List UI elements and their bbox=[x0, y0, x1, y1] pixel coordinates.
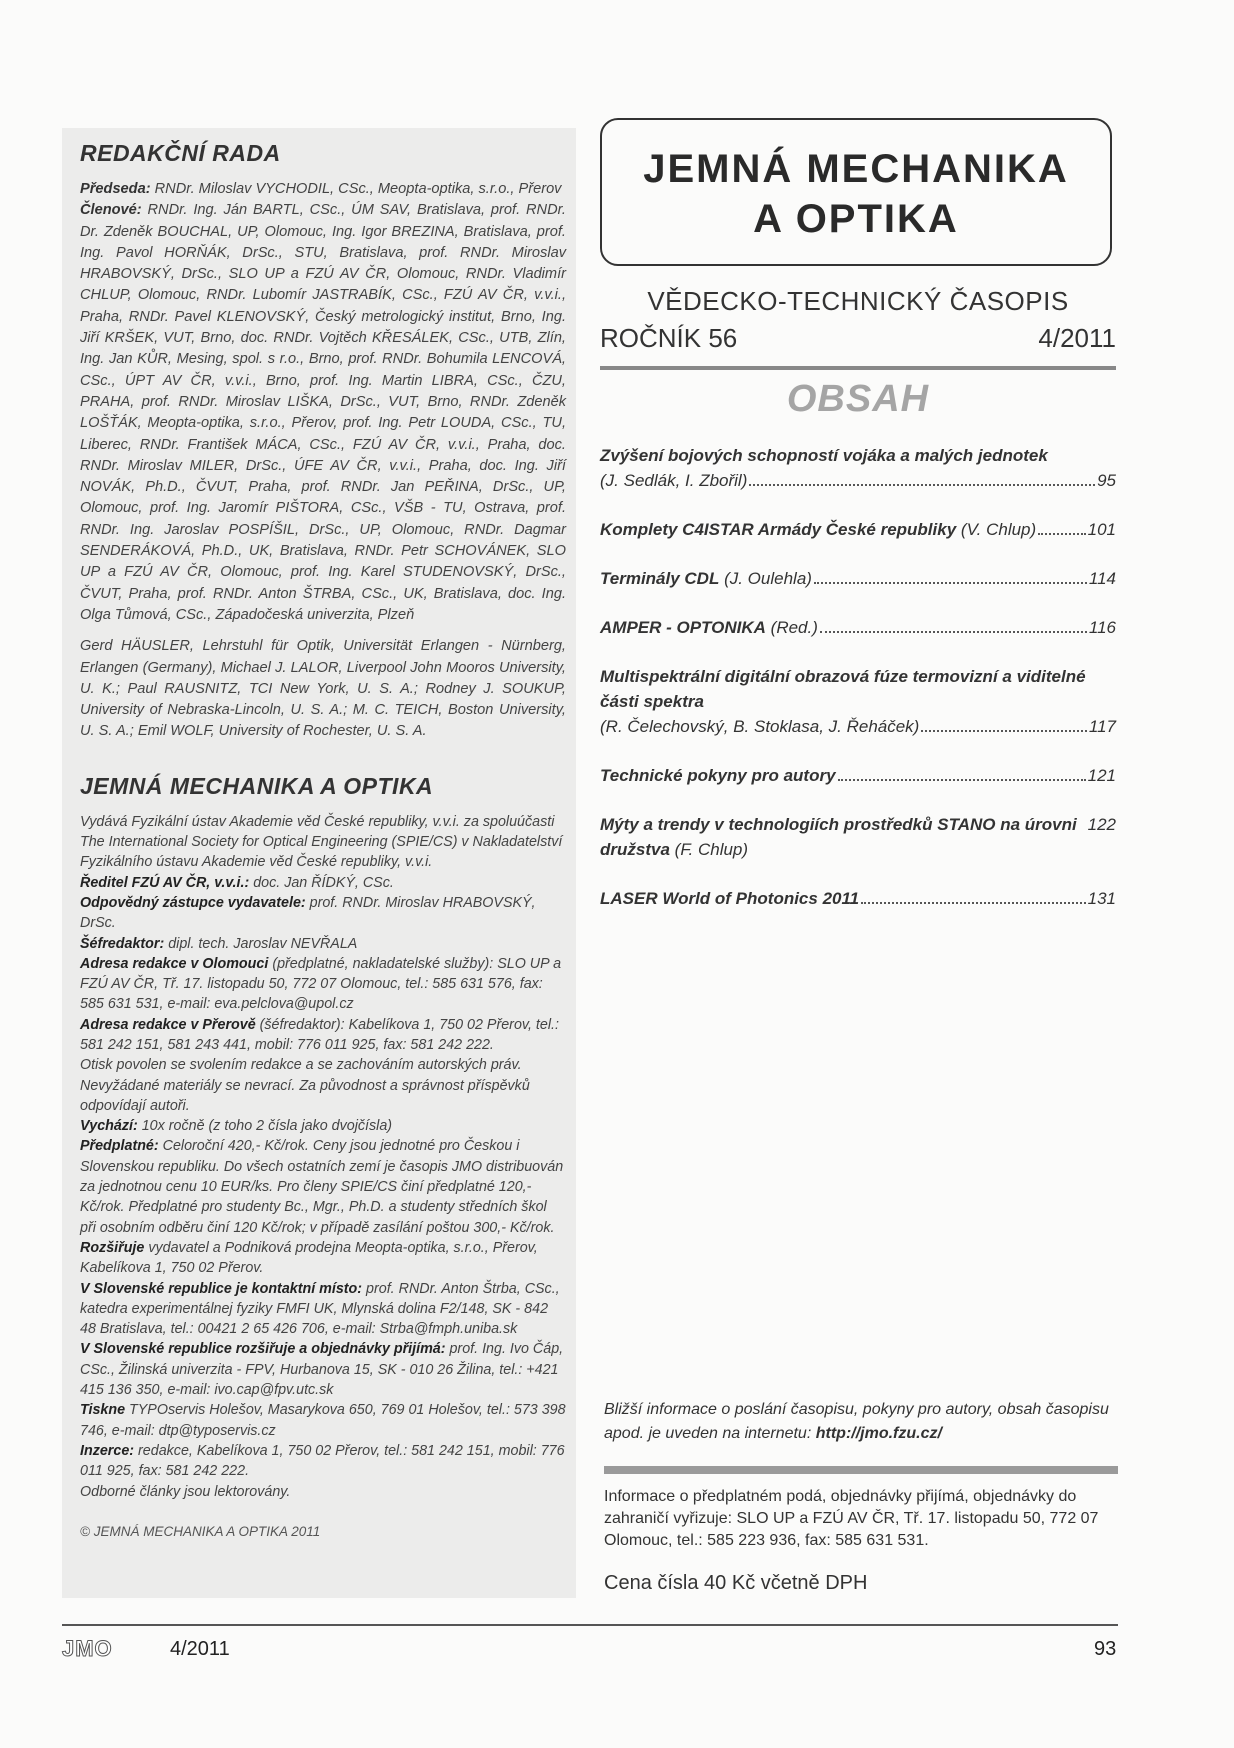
grey-divider bbox=[604, 1466, 1118, 1474]
leader-dots bbox=[749, 484, 1095, 486]
toc-authors: (R. Čelechovský, B. Stoklasa, J. Řeháček) bbox=[600, 717, 920, 736]
subscription-info: Informace o předplatném podá, objednávky přijímá, objednávky do zahraničí vyřizuje: SLO UP a FZÚ AV ČR, Tř. 17. listopadu 50, 772 07 Olomouc, tel.: 585 223 936, fax: 585 631 531. bbox=[604, 1488, 1099, 1549]
page-number: 93 bbox=[1094, 1638, 1117, 1660]
publisher: Vydává Fyzikální ústav Akademie věd České republiky, v.v.i. za spoluúčasti The International Society for Optical Engineering (SPIE/CS) v Nakladatelství Fyzikálního ústavu Akademie věd České republiky, v.v.i. bbox=[80, 813, 563, 871]
right-column bbox=[600, 118, 1116, 935]
frequency: 10x ročně (z toho 2 čísla jako dvojčísla) bbox=[141, 1118, 393, 1135]
leader-dots bbox=[820, 631, 1087, 633]
issue: 4/2011 bbox=[1038, 323, 1116, 353]
toc-title: Terminály CDL bbox=[600, 569, 720, 588]
leader-dots bbox=[814, 582, 1087, 584]
volume-row bbox=[600, 323, 1116, 354]
toc-page: 114 bbox=[1088, 569, 1116, 588]
toc-authors: (F. Chlup) bbox=[674, 840, 749, 859]
toc-title: Multispektrální digitální obrazová fúze termovizní a viditelné části spektra bbox=[600, 667, 1086, 711]
international-members: Gerd HÄUSLER, Lehrstuhl für Optik, Universität Erlangen - Nürnberg, Erlangen (Germany), Michael J. LALOR, Liverpool John Mooros University, U. K.; Paul RAUSNITZ, TCI New York, U. S. A.; Rodney J. SOUKUP, University of Nebraska-Lincoln, U. S. A.; M. C. TEICH, Boston University, U. S. A.; Emil WOLF, University of Rochester, U. S. A. bbox=[80, 638, 566, 740]
ads-label: Inzerce: bbox=[80, 1442, 135, 1459]
reviewed-note: Odborné články jsou lektorovány. bbox=[80, 1483, 291, 1500]
print-label: Tiskne bbox=[80, 1402, 126, 1419]
imprint-text bbox=[80, 812, 566, 1502]
leader-dots bbox=[921, 730, 1087, 732]
board-text bbox=[80, 179, 566, 743]
editor: dipl. tech. Jaroslav NEVŘALA bbox=[168, 935, 358, 952]
olomouc-address: (předplatné, nakladatelské služby): SLO UP a FZÚ AV ČR, Tř. 17. listopadu 50, 772 07 Olomouc, tel.: 585 631 576, fax: 585 631 531, e-mail: eva.pelclova@upol.cz bbox=[80, 955, 562, 1013]
ads: redakce, Kabelíkova 1, 750 02 Přerov, tel.: 581 242 151, mobil: 776 011 925, fax: 581 242 222. bbox=[80, 1442, 565, 1480]
chair-label: Předseda: bbox=[80, 181, 151, 197]
toc-title: AMPER - OPTONIKA bbox=[600, 618, 766, 637]
members: RNDr. Ing. Ján BARTL, CSc., ÚM SAV, Bratislava, prof. RNDr. Dr. Zdeněk BOUCHAL, UP, Olomouc, Ing. Igor BREZINA, Bratislava, prof. Ing. Pavol HORŇÁK, DrSc., STU, Bratislava, prof. RNDr. Miroslav HRABOVSKÝ, DrSc., SLO UP a FZÚ AV ČR, Olomouc, RNDr. Vladimír CHLUP, Olomouc, RNDr. Lubomír JASTRABÍK, CSc., FZÚ AV ČR, v.v.i., Praha, RNDr. Pavel KLENOVSKÝ, Český metrologický institut, Brno, Ing. Jiří KRŠEK, VUT, Brno, doc. RNDr. Vojtěch KŘESÁLEK, CSc., UTB, Zlín, Ing. Jan KŮR, Mesing, spol. s r.o., Brno, prof. RNDr. Bohumila LENCOVÁ, CSc., ÚPT AV ČR, v.v.i., Brno, prof. Ing. Martin LIBRA, CSc., ČZU, PRAHA, prof. RNDr. Miroslav LIŠKA, DrSc., VUT, Brno, RNDr. Zdeněk LOŠŤÁK, Meopta-optika, s.r.o., Přerov, prof. Ing. Petr LOUDA, CSc., TU, Liberec, RNDr. František MÁCA, CSc., FZÚ AV ČR, v.v.i., Praha, doc. RNDr. Miroslav MILER, DrSc., ÚFE AV ČR, v.v.i., Praha, doc. Ing. Jiří NOVÁK, Ph.D., ČVUT, Praha, prof. RNDr. Jan PEŘINA, DrSc., UP, Olomouc, prof. Ing. Jaromír PIŠTORA, CSc., VŠB - TU, Ostrava, prof. RNDr. Ing. Jaroslav POSPÍŠIL, DrSc., UP, Olomouc, RNDr. Dagmar SENDERÁKOVÁ, Ph.D., UK, Bratislava, RNDr. Petr SCHOVÁNEK, SLO UP a FZÚ AV ČR, Olomouc, prof. Ing. Karel STUDENOVSKÝ, DrSc., ČVUT, Praha, prof. RNDr. Anton ŠTRBA, CSc., UK, Bratislava, doc. Ing. Olga Tůmová, CSc., Západočeská univerzita, Plzeň bbox=[80, 202, 566, 623]
director: doc. Jan ŘÍDKÝ, CSc. bbox=[253, 874, 394, 891]
toc-item[interactable] bbox=[600, 517, 1116, 542]
rep: prof. RNDr. Miroslav HRABOVSKÝ, DrSc. bbox=[80, 894, 536, 932]
board-title: REDAKČNÍ RADA bbox=[80, 140, 281, 166]
toc-page: 122 bbox=[1087, 815, 1116, 834]
divider bbox=[600, 366, 1116, 370]
left-column bbox=[62, 128, 576, 1598]
prerov-label: Adresa redakce v Přerově bbox=[80, 1016, 256, 1033]
toc-item[interactable] bbox=[600, 886, 1116, 911]
leader-dots bbox=[861, 902, 1085, 904]
leader-dots bbox=[1038, 533, 1085, 535]
copyright: © JEMNÁ MECHANIKA A OPTIKA 2011 bbox=[80, 1523, 321, 1539]
web-note-text: Bližší informace o poslání časopisu, pokyny pro autory, obsah časopisu apod. je uveden na internetu: bbox=[604, 1401, 1109, 1442]
toc-item[interactable] bbox=[600, 664, 1116, 739]
table-of-contents bbox=[600, 443, 1116, 911]
toc-authors: (V. Chlup) bbox=[960, 520, 1037, 539]
dist-label: Rozšiřuje bbox=[80, 1239, 145, 1256]
price: Cena čísla 40 Kč včetně DPH bbox=[604, 1572, 868, 1594]
imprint-title: JEMNÁ MECHANIKA A OPTIKA bbox=[80, 772, 434, 799]
reprint-note: Otisk povolen se svolením redakce a se zachováním autorských práv. Nevyžádané materiály se nevrací. Za původnost a správnost příspěvků odpovídají autoři. bbox=[80, 1057, 530, 1114]
members-label: Členové: bbox=[80, 202, 142, 219]
masthead-box bbox=[600, 118, 1112, 266]
freq-label: Vychází: bbox=[80, 1118, 138, 1135]
toc-item[interactable] bbox=[600, 615, 1116, 640]
web-note bbox=[604, 1398, 1114, 1446]
sk-contact-label: V Slovenské republice je kontaktní místo: bbox=[80, 1280, 363, 1297]
masthead-line1: JEMNÁ MECHANIKA bbox=[643, 147, 1069, 191]
toc-title: Technické pokyny pro autory bbox=[600, 766, 836, 785]
toc-authors: (J. Oulehla) bbox=[724, 569, 812, 588]
sk-contact: prof. RNDr. Anton Štrba, CSc., katedra experimentálnej fyziky FMFI UK, Mlynská dolina F2/148, SK - 842 48 Bratislava, tel.: 00421 2 65 426 706, e-mail: Strba@fmph.uniba.sk bbox=[80, 1280, 560, 1338]
toc-page: 117 bbox=[1088, 717, 1116, 736]
toc-page: 121 bbox=[1087, 766, 1116, 785]
sub-label: Předplatné: bbox=[80, 1138, 159, 1155]
footer-rule bbox=[62, 1624, 1118, 1626]
toc-authors: (Red.) bbox=[770, 618, 818, 637]
journal-subtitle: VĚDECKO-TECHNICKÝ ČASOPIS bbox=[647, 286, 1069, 316]
toc-item[interactable] bbox=[600, 812, 1116, 862]
prerov-address: (šéfredaktor): Kabelíkova 1, 750 02 Přerov, tel.: 581 242 151, 581 243 441, mobil: 776 011 925, fax: 581 242 222. bbox=[80, 1016, 559, 1053]
toc-item[interactable] bbox=[600, 443, 1116, 493]
toc-title: Komplety C4ISTAR Armády České republiky bbox=[600, 520, 957, 539]
contents-heading: OBSAH bbox=[786, 378, 930, 420]
toc-page: 116 bbox=[1088, 618, 1116, 637]
rep-label: Odpovědný zástupce vydavatele: bbox=[80, 894, 306, 911]
printer: TYPOservis Holešov, Masarykova 650, 769 01 Holešov, tel.: 573 398 746, e-mail: dtp@typoservis.cz bbox=[80, 1402, 566, 1439]
chair: RNDr. Miloslav VYCHODIL, CSc., Meopta-optika, s.r.o., Přerov bbox=[154, 181, 562, 197]
distribution: vydavatel a Podniková prodejna Meopta-optika, s.r.o., Přerov, Kabelíkova 1, 750 02 Přerov. bbox=[80, 1239, 538, 1277]
toc-item[interactable] bbox=[600, 763, 1116, 788]
sk-orders: prof. Ing. Ivo Čáp, CSc., Žilinská univerzita - FPV, Hurbanova 15, SK - 010 26 Žilina, tel.: +421 415 136 350, e-mail: ivo.cap@fpv.utc.sk bbox=[80, 1341, 564, 1399]
footer-issue: 4/2011 bbox=[170, 1638, 230, 1660]
toc-page: 95 bbox=[1097, 471, 1116, 490]
toc-item[interactable] bbox=[600, 566, 1116, 591]
masthead-line2: A OPTIKA bbox=[753, 197, 959, 241]
olomouc-label: Adresa redakce v Olomouci bbox=[80, 955, 269, 972]
toc-title: LASER World of Photonics 2011 bbox=[600, 889, 860, 908]
editor-label: Šéfredaktor: bbox=[80, 935, 165, 952]
sk-orders-label: V Slovenské republice rozšiřuje a objednávky přijímá: bbox=[80, 1341, 446, 1358]
leader-dots bbox=[838, 779, 1086, 781]
subscription: Celoroční 420,- Kč/rok. Ceny jsou jednotné pro Českou i Slovenskou republiku. Do všech ostatních zemí je časopis JMO distribuován za jednotnou cenu 10 EUR/ks. Pro členy SPIE/CS činí předplatné 120,- Kč/rok. Předplatné pro studenty Bc., Mgr., Ph.D. a studenty středních škol při osobním odběru činí 120 Kč/rok; v případě zasílání poštou 300,- Kč/rok. bbox=[80, 1138, 564, 1236]
director-label: Ředitel FZÚ AV ČR, v.v.i.: bbox=[80, 874, 250, 891]
jmo-logo: JMO bbox=[62, 1636, 113, 1661]
toc-title: Mýty a trendy v technologiích prostředků STANO na úrovni družstva bbox=[600, 815, 1077, 859]
toc-page: 101 bbox=[1087, 520, 1116, 539]
toc-authors: (J. Sedlák, I. Zbořil) bbox=[600, 471, 748, 490]
website-link[interactable]: http://jmo.fzu.cz/ bbox=[815, 1425, 942, 1442]
toc-title: Zvýšení bojových schopností vojáka a malých jednotek bbox=[600, 446, 1048, 465]
volume: ROČNÍK 56 bbox=[600, 323, 738, 353]
toc-page: 131 bbox=[1087, 889, 1116, 908]
